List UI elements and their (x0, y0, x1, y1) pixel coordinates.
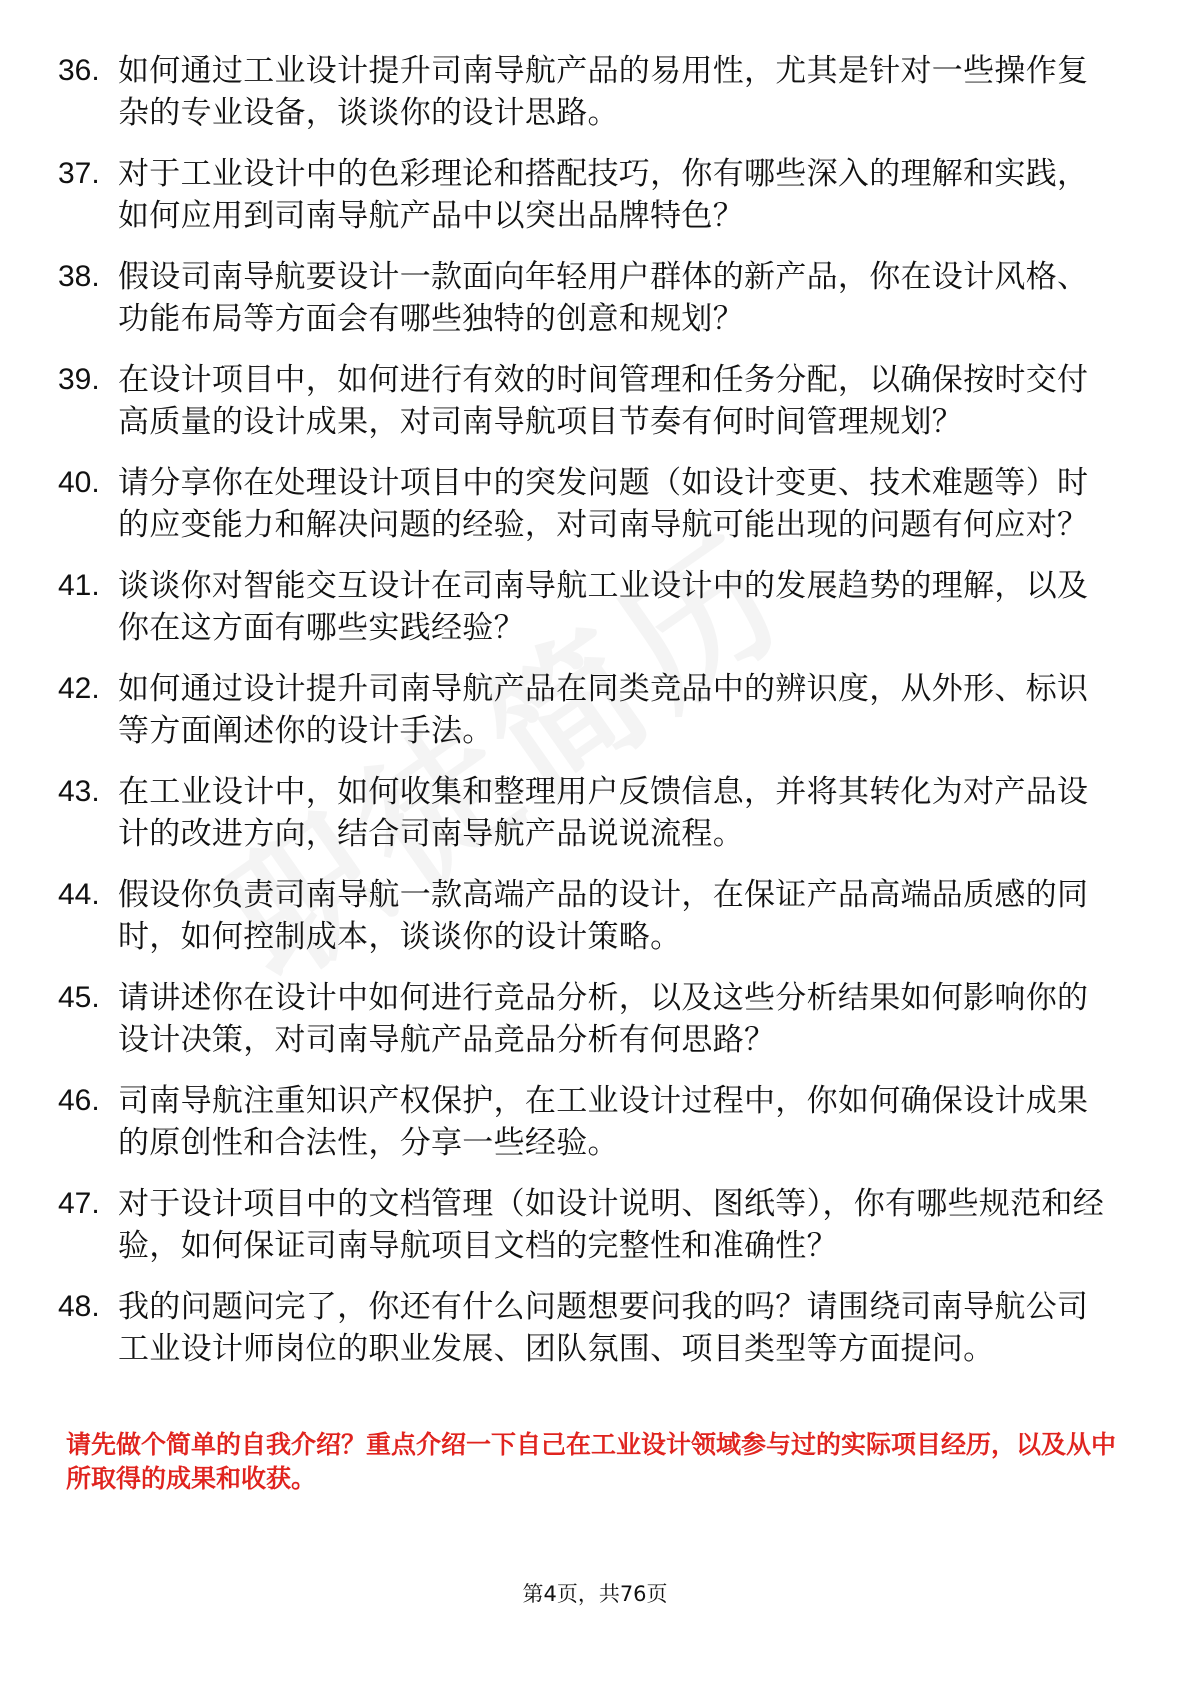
question-number: 45. (58, 981, 100, 1014)
question-item-38 (58, 256, 1118, 340)
question-text: 假设你负责司南导航一款高端产品的设计，在保证产品高端品质感的同时，如何控制成本，谈谈你的设计策略。 (118, 877, 1089, 955)
page-footer: 第4页，共76页 (522, 1582, 668, 1606)
question-number: 42. (58, 672, 100, 705)
question-item-44 (58, 874, 1118, 958)
question-item-40 (58, 462, 1118, 546)
question-number: 48. (58, 1290, 100, 1323)
question-text: 对于工业设计中的色彩理论和搭配技巧，你有哪些深入的理解和实践，如何应用到司南导航产品中以突出品牌特色？ (118, 156, 1089, 234)
question-item-36 (58, 50, 1118, 134)
question-number: 39. (58, 363, 100, 396)
question-text: 如何通过工业设计提升司南导航产品的易用性，尤其是针对一些操作复杂的专业设备，谈谈你的设计思路。 (118, 53, 1089, 131)
question-item-42 (58, 668, 1118, 752)
question-text: 假设司南导航要设计一款面向年轻用户群体的新产品，你在设计风格、功能布局等方面会有哪些独特的创意和规划？ (118, 259, 1089, 337)
question-number: 44. (58, 878, 100, 911)
question-item-45 (58, 977, 1118, 1061)
question-item-46 (58, 1080, 1118, 1164)
question-number: 36. (58, 54, 100, 87)
question-number: 47. (58, 1187, 100, 1220)
question-item-47 (58, 1183, 1118, 1267)
question-list (58, 50, 1118, 1389)
question-item-41 (58, 565, 1118, 649)
question-text: 如何通过设计提升司南导航产品在同类竞品中的辨识度，从外形、标识等方面阐述你的设计手法。 (118, 671, 1089, 749)
question-item-37 (58, 153, 1118, 237)
question-item-39 (58, 359, 1118, 443)
question-text: 我的问题问完了，你还有什么问题想要问我的吗？请围绕司南导航公司工业设计师岗位的职业发展、团队氛围、项目类型等方面提问。 (118, 1289, 1089, 1367)
question-text: 对于设计项目中的文档管理（如设计说明、图纸等），你有哪些规范和经验，如何保证司南导航项目文档的完整性和准确性？ (118, 1186, 1105, 1264)
question-item-43 (58, 771, 1118, 855)
question-number: 37. (58, 157, 100, 190)
question-number: 46. (58, 1084, 100, 1117)
question-item-48 (58, 1286, 1118, 1370)
question-number: 40. (58, 466, 100, 499)
question-number: 38. (58, 260, 100, 293)
question-number: 41. (58, 569, 100, 602)
question-text: 请讲述你在设计中如何进行竞品分析，以及这些分析结果如何影响你的设计决策，对司南导航产品竞品分析有何思路？ (118, 980, 1089, 1058)
question-text: 在工业设计中，如何收集和整理用户反馈信息，并将其转化为对产品设计的改进方向，结合司南导航产品说说流程。 (118, 774, 1089, 852)
question-text: 谈谈你对智能交互设计在司南导航工业设计中的发展趋势的理解，以及你在这方面有哪些实践经验？ (118, 568, 1089, 646)
question-text: 司南导航注重知识产权保护，在工业设计过程中，你如何确保设计成果的原创性和合法性，分享一些经验。 (118, 1083, 1089, 1161)
question-text: 请分享你在处理设计项目中的突发问题（如设计变更、技术难题等）时的应变能力和解决问题的经验，对司南导航可能出现的问题有何应对？ (118, 465, 1089, 543)
highlight-question: 请先做个简单的自我介绍？重点介绍一下自己在工业设计领域参与过的实际项目经历，以及从中所取得的成果和收获。 (66, 1430, 1117, 1493)
question-number: 43. (58, 775, 100, 808)
question-text: 在设计项目中，如何进行有效的时间管理和任务分配，以确保按时交付高质量的设计成果，对司南导航项目节奏有何时间管理规划？ (118, 362, 1089, 440)
